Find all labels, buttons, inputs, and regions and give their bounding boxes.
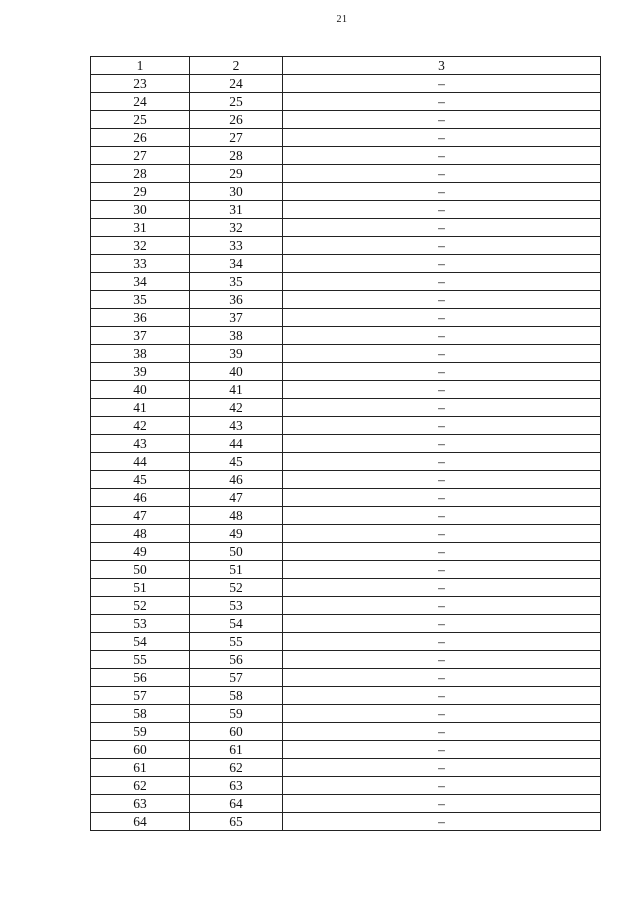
table-cell-col-1: 26 xyxy=(91,129,190,147)
table-cell-col-1: 49 xyxy=(91,543,190,561)
table-cell-col-3: – xyxy=(283,471,601,489)
table-cell-col-2: 39 xyxy=(190,345,283,363)
table-row xyxy=(91,399,601,417)
table-cell-col-2: 33 xyxy=(190,237,283,255)
table-cell-col-2: 32 xyxy=(190,219,283,237)
table-cell-col-1: 43 xyxy=(91,435,190,453)
table-cell-col-1: 59 xyxy=(91,723,190,741)
table-row xyxy=(91,165,601,183)
table-cell-col-1: 36 xyxy=(91,309,190,327)
table-cell-col-2: 41 xyxy=(190,381,283,399)
table-row xyxy=(91,75,601,93)
table-cell-col-2: 61 xyxy=(190,741,283,759)
table-cell-col-3: – xyxy=(283,75,601,93)
table-cell-col-3: – xyxy=(283,525,601,543)
table-cell-col-1: 35 xyxy=(91,291,190,309)
table-row xyxy=(91,327,601,345)
table-cell-col-3: – xyxy=(283,561,601,579)
table-row xyxy=(91,777,601,795)
table-cell-col-2: 35 xyxy=(190,273,283,291)
table-row xyxy=(91,813,601,831)
table-cell-col-3: – xyxy=(283,309,601,327)
table-cell-col-3: – xyxy=(283,381,601,399)
table-row xyxy=(91,723,601,741)
table-cell-col-2: 40 xyxy=(190,363,283,381)
table-cell-col-3: – xyxy=(283,669,601,687)
table-cell-col-1: 30 xyxy=(91,201,190,219)
table-row xyxy=(91,525,601,543)
table-row xyxy=(91,489,601,507)
table-cell-col-3: – xyxy=(283,237,601,255)
table-row xyxy=(91,633,601,651)
table-cell-col-2: 51 xyxy=(190,561,283,579)
table-cell-col-2: 58 xyxy=(190,687,283,705)
table-body xyxy=(91,75,601,831)
table-cell-col-3: – xyxy=(283,543,601,561)
table-cell-col-1: 46 xyxy=(91,489,190,507)
table-row xyxy=(91,273,601,291)
table-cell-col-1: 58 xyxy=(91,705,190,723)
data-table xyxy=(90,56,601,831)
table-cell-col-3: – xyxy=(283,273,601,291)
table-cell-col-1: 52 xyxy=(91,597,190,615)
table-cell-col-2: 31 xyxy=(190,201,283,219)
table-cell-col-2: 38 xyxy=(190,327,283,345)
table-cell-col-2: 64 xyxy=(190,795,283,813)
table-cell-col-1: 25 xyxy=(91,111,190,129)
column-header-3: 3 xyxy=(283,57,601,75)
table-cell-col-2: 24 xyxy=(190,75,283,93)
table-row xyxy=(91,93,601,111)
table-cell-col-3: – xyxy=(283,687,601,705)
table-cell-col-2: 44 xyxy=(190,435,283,453)
table-row xyxy=(91,471,601,489)
table-row xyxy=(91,219,601,237)
table-cell-col-3: – xyxy=(283,201,601,219)
table-cell-col-1: 60 xyxy=(91,741,190,759)
table-cell-col-1: 42 xyxy=(91,417,190,435)
table-row xyxy=(91,363,601,381)
table-cell-col-1: 44 xyxy=(91,453,190,471)
table-cell-col-3: – xyxy=(283,417,601,435)
table-row xyxy=(91,147,601,165)
table-cell-col-1: 63 xyxy=(91,795,190,813)
table-row xyxy=(91,129,601,147)
table-cell-col-1: 47 xyxy=(91,507,190,525)
table-cell-col-1: 40 xyxy=(91,381,190,399)
table-row xyxy=(91,741,601,759)
table-cell-col-1: 41 xyxy=(91,399,190,417)
table-row xyxy=(91,651,601,669)
table-cell-col-2: 56 xyxy=(190,651,283,669)
table-cell-col-3: – xyxy=(283,705,601,723)
table-cell-col-1: 45 xyxy=(91,471,190,489)
table-cell-col-1: 48 xyxy=(91,525,190,543)
table-row xyxy=(91,507,601,525)
table-row xyxy=(91,759,601,777)
table-cell-col-2: 60 xyxy=(190,723,283,741)
table-cell-col-2: 57 xyxy=(190,669,283,687)
table-cell-col-2: 48 xyxy=(190,507,283,525)
table-row xyxy=(91,255,601,273)
table-row xyxy=(91,669,601,687)
table-cell-col-3: – xyxy=(283,489,601,507)
table-cell-col-2: 42 xyxy=(190,399,283,417)
table-cell-col-1: 55 xyxy=(91,651,190,669)
table-row xyxy=(91,435,601,453)
table-cell-col-1: 33 xyxy=(91,255,190,273)
table-cell-col-2: 26 xyxy=(190,111,283,129)
table-cell-col-1: 39 xyxy=(91,363,190,381)
table-cell-col-2: 29 xyxy=(190,165,283,183)
table-cell-col-1: 23 xyxy=(91,75,190,93)
table-cell-col-1: 37 xyxy=(91,327,190,345)
table-row xyxy=(91,543,601,561)
table-cell-col-2: 49 xyxy=(190,525,283,543)
table-cell-col-3: – xyxy=(283,651,601,669)
table-cell-col-2: 30 xyxy=(190,183,283,201)
table-row xyxy=(91,579,601,597)
table-cell-col-1: 62 xyxy=(91,777,190,795)
table-cell-col-2: 63 xyxy=(190,777,283,795)
table-cell-col-3: – xyxy=(283,597,601,615)
table-cell-col-3: – xyxy=(283,741,601,759)
table-row xyxy=(91,795,601,813)
table-cell-col-1: 38 xyxy=(91,345,190,363)
table-cell-col-3: – xyxy=(283,633,601,651)
table-cell-col-1: 50 xyxy=(91,561,190,579)
table-row xyxy=(91,381,601,399)
table-cell-col-2: 55 xyxy=(190,633,283,651)
table-cell-col-3: – xyxy=(283,327,601,345)
table-row xyxy=(91,291,601,309)
table-cell-col-3: – xyxy=(283,255,601,273)
table-cell-col-3: – xyxy=(283,363,601,381)
table-row xyxy=(91,561,601,579)
table-cell-col-1: 24 xyxy=(91,93,190,111)
table-cell-col-2: 62 xyxy=(190,759,283,777)
table-row xyxy=(91,309,601,327)
table-cell-col-3: – xyxy=(283,435,601,453)
table-cell-col-1: 28 xyxy=(91,165,190,183)
table-cell-col-3: – xyxy=(283,111,601,129)
table-cell-col-2: 53 xyxy=(190,597,283,615)
table-cell-col-2: 25 xyxy=(190,93,283,111)
table-cell-col-1: 54 xyxy=(91,633,190,651)
table-cell-col-3: – xyxy=(283,507,601,525)
table-cell-col-1: 51 xyxy=(91,579,190,597)
table-cell-col-3: – xyxy=(283,183,601,201)
table-row xyxy=(91,687,601,705)
table-cell-col-3: – xyxy=(283,795,601,813)
table-cell-col-1: 32 xyxy=(91,237,190,255)
table-cell-col-2: 54 xyxy=(190,615,283,633)
table-cell-col-2: 65 xyxy=(190,813,283,831)
table-cell-col-1: 53 xyxy=(91,615,190,633)
column-header-2: 2 xyxy=(190,57,283,75)
table-cell-col-3: – xyxy=(283,813,601,831)
column-header-1: 1 xyxy=(91,57,190,75)
table-row xyxy=(91,345,601,363)
table-cell-col-3: – xyxy=(283,777,601,795)
table-cell-col-1: 29 xyxy=(91,183,190,201)
table-cell-col-3: – xyxy=(283,165,601,183)
table-cell-col-2: 34 xyxy=(190,255,283,273)
table-cell-col-3: – xyxy=(283,345,601,363)
table-cell-col-2: 27 xyxy=(190,129,283,147)
page-number: 21 xyxy=(336,14,348,25)
table-cell-col-1: 64 xyxy=(91,813,190,831)
table-cell-col-2: 37 xyxy=(190,309,283,327)
table-cell-col-2: 59 xyxy=(190,705,283,723)
table-row xyxy=(91,417,601,435)
table-cell-col-3: – xyxy=(283,129,601,147)
table-cell-col-3: – xyxy=(283,219,601,237)
table-cell-col-3: – xyxy=(283,453,601,471)
table-row xyxy=(91,597,601,615)
table-cell-col-1: 56 xyxy=(91,669,190,687)
table-cell-col-2: 43 xyxy=(190,417,283,435)
table-header-row xyxy=(91,57,601,75)
table-row xyxy=(91,453,601,471)
table-cell-col-2: 52 xyxy=(190,579,283,597)
table-cell-col-1: 31 xyxy=(91,219,190,237)
table-cell-col-3: – xyxy=(283,399,601,417)
table-cell-col-3: – xyxy=(283,759,601,777)
table-cell-col-3: – xyxy=(283,579,601,597)
table-row xyxy=(91,705,601,723)
table-row xyxy=(91,237,601,255)
table-cell-col-1: 61 xyxy=(91,759,190,777)
table-row xyxy=(91,111,601,129)
table-row xyxy=(91,615,601,633)
table-cell-col-3: – xyxy=(283,147,601,165)
table-cell-col-3: – xyxy=(283,723,601,741)
table-cell-col-3: – xyxy=(283,615,601,633)
table-cell-col-3: – xyxy=(283,93,601,111)
table-cell-col-3: – xyxy=(283,291,601,309)
table-cell-col-1: 27 xyxy=(91,147,190,165)
table-cell-col-2: 46 xyxy=(190,471,283,489)
table-cell-col-2: 45 xyxy=(190,453,283,471)
table-cell-col-1: 34 xyxy=(91,273,190,291)
table-cell-col-1: 57 xyxy=(91,687,190,705)
table-cell-col-2: 47 xyxy=(190,489,283,507)
table-row xyxy=(91,201,601,219)
table-cell-col-2: 50 xyxy=(190,543,283,561)
table-cell-col-2: 28 xyxy=(190,147,283,165)
table-cell-col-2: 36 xyxy=(190,291,283,309)
table-row xyxy=(91,183,601,201)
